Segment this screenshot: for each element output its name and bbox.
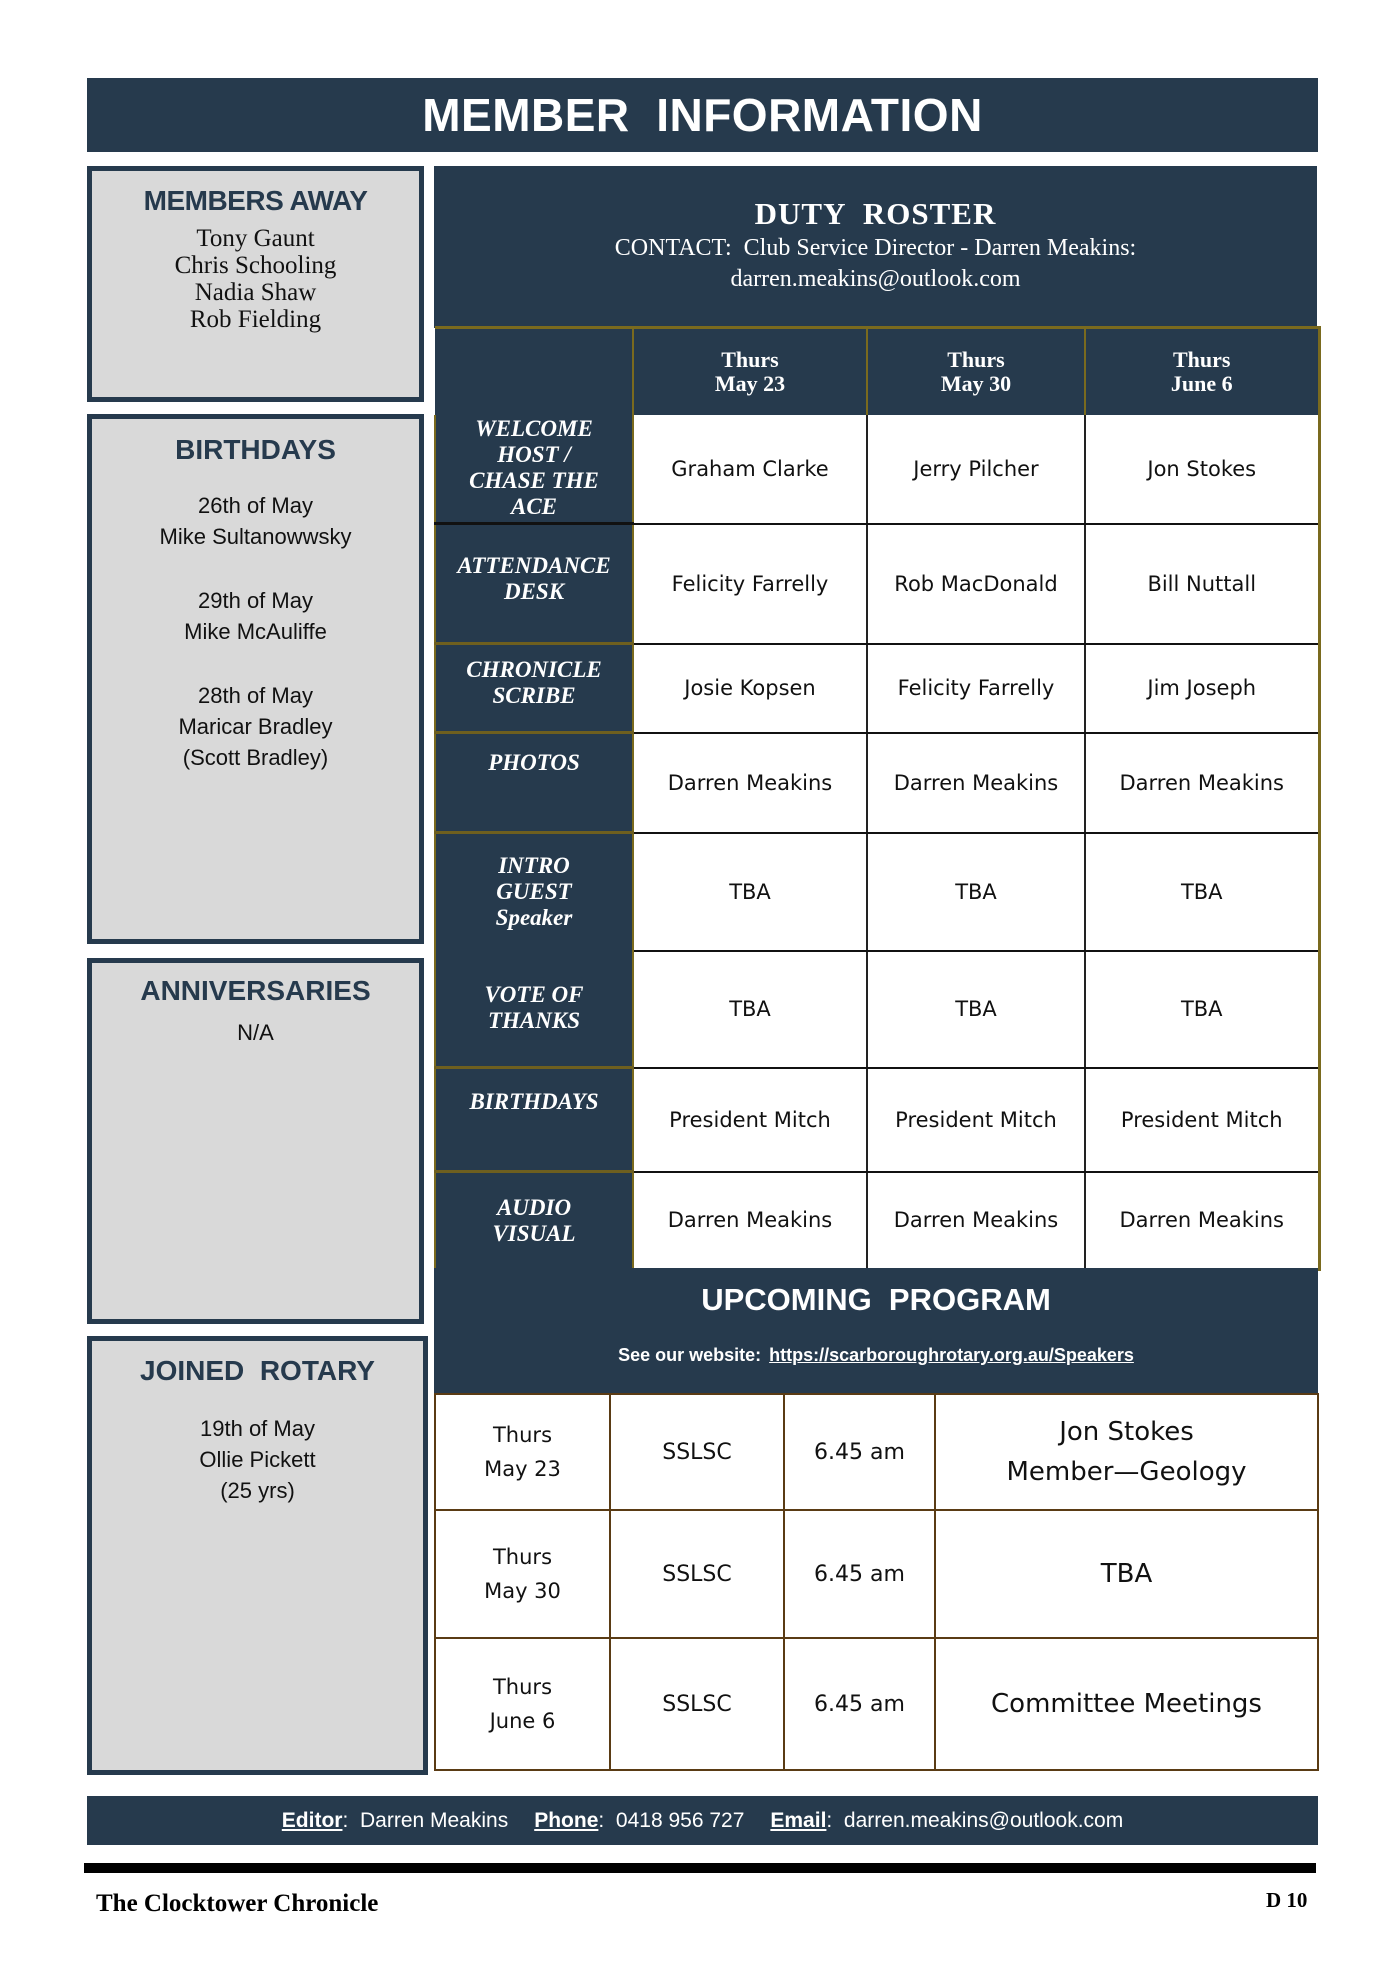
program-description <box>935 1510 1318 1638</box>
section-banner <box>87 78 1318 152</box>
program-row <box>435 1394 1318 1510</box>
role-line: VISUAL <box>492 1220 576 1246</box>
roster-row <box>435 833 1319 951</box>
program-date <box>435 1638 610 1770</box>
email-value[interactable]: darren.meakins@outlook.com <box>843 1808 1124 1832</box>
roster-header-row <box>435 328 1319 415</box>
roster-cell: TBA <box>867 833 1085 951</box>
roster-role <box>435 415 633 524</box>
program-row <box>435 1638 1318 1770</box>
roster-cell: Darren Meakins <box>867 733 1085 833</box>
role-line: PHOTOS <box>488 750 580 775</box>
roster-cell: Jerry Pilcher <box>867 415 1085 524</box>
website-link[interactable]: https://scarboroughrotary.org.au/Speakers <box>769 1345 1134 1365</box>
program-description <box>935 1394 1318 1510</box>
program-date <box>435 1510 610 1638</box>
roster-cell: Darren Meakins <box>1085 733 1319 833</box>
roster-cell: President Mitch <box>867 1068 1085 1172</box>
anniversaries-box <box>87 958 424 1324</box>
role-line: CHRONICLE <box>466 657 602 682</box>
birthday-date: 28th of May <box>198 683 313 708</box>
birthday-name: Mike McAuliffe <box>184 619 327 644</box>
header-day: Thurs <box>947 346 1005 372</box>
joined-note: (25 yrs) <box>220 1478 295 1503</box>
roster-cell: Felicity Farrelly <box>867 644 1085 733</box>
roster-row <box>435 951 1319 1068</box>
birthday-date: 26th of May <box>198 493 313 518</box>
roster-role <box>435 1172 633 1270</box>
publication-name: The Clocktower Chronicle <box>96 1890 379 1917</box>
program-date-text: June 6 <box>489 1709 556 1733</box>
roster-cell: Graham Clarke <box>633 415 867 524</box>
program-desc-line: Committee Meetings <box>991 1689 1262 1719</box>
phone-value: 0418 956 727 <box>615 1808 745 1832</box>
roster-date-header <box>1085 328 1319 415</box>
program-day: Thurs <box>492 1423 553 1447</box>
duty-roster-table <box>434 326 1321 1271</box>
role-line: BIRTHDAYS <box>469 1089 599 1114</box>
email-label: Email <box>770 1808 827 1832</box>
duty-roster-contact: CONTACT: Club Service Director - Darren Meakins: <box>614 235 1137 261</box>
website-label: See our website: <box>618 1345 762 1365</box>
roster-date-header <box>633 328 867 415</box>
roster-row <box>435 644 1319 733</box>
program-time: 6.45 am <box>784 1638 935 1770</box>
roster-cell: TBA <box>633 951 867 1068</box>
role-line: WELCOME <box>475 416 593 442</box>
roster-row <box>435 733 1319 833</box>
joined-name: Ollie Pickett <box>199 1447 316 1472</box>
roster-role <box>435 524 633 644</box>
roster-cell: Josie Kopsen <box>633 644 867 733</box>
roster-row <box>435 415 1319 524</box>
role-line: INTRO <box>498 853 570 879</box>
program-day: Thurs <box>492 1675 553 1699</box>
roster-cell: Darren Meakins <box>633 733 867 833</box>
header-date: May 30 <box>940 370 1012 396</box>
roster-cell: TBA <box>867 951 1085 1068</box>
roster-cell: Jim Joseph <box>1085 644 1319 733</box>
member-away-name: Rob Fielding <box>189 306 322 333</box>
roster-cell: President Mitch <box>1085 1068 1319 1172</box>
role-line: VOTE OF <box>484 982 584 1008</box>
roster-cell: TBA <box>1085 951 1319 1068</box>
roster-role <box>435 733 633 833</box>
member-away-name: Tony Gaunt <box>196 225 315 252</box>
duty-roster-title: DUTY ROSTER <box>754 196 997 231</box>
birthday-note: (Scott Bradley) <box>182 745 329 770</box>
members-away-box <box>87 166 424 402</box>
role-line: ATTENDANCE <box>457 553 611 578</box>
role-line: CHASE THE <box>469 468 599 494</box>
header-day: Thurs <box>1173 346 1231 372</box>
roster-cell: TBA <box>1085 833 1319 951</box>
footer-divider <box>84 1863 1316 1873</box>
program-venue: SSLSC <box>610 1510 784 1638</box>
program-desc-line: TBA <box>1100 1559 1153 1589</box>
roster-cell: Darren Meakins <box>867 1172 1085 1270</box>
roster-cell: Bill Nuttall <box>1085 524 1319 644</box>
program-desc-line: Member—Geology <box>1006 1457 1247 1487</box>
role-line: GUEST <box>496 879 572 905</box>
roster-cell: TBA <box>633 833 867 951</box>
header-date: May 23 <box>714 370 786 396</box>
program-venue: SSLSC <box>610 1638 784 1770</box>
upcoming-program-table <box>434 1393 1319 1771</box>
program-row <box>435 1510 1318 1638</box>
program-description <box>935 1638 1318 1770</box>
roster-cell: Felicity Farrelly <box>633 524 867 644</box>
upcoming-program-header <box>434 1268 1318 1394</box>
role-line: SCRIBE <box>492 683 576 708</box>
joined-rotary-title: JOINED ROTARY <box>140 1355 375 1386</box>
roster-row <box>435 524 1319 644</box>
birthday-name: Maricar Bradley <box>178 714 333 739</box>
roster-corner-cell <box>435 328 633 415</box>
role-line: DESK <box>503 579 565 604</box>
duty-roster-header <box>434 166 1317 328</box>
editor-name: Darren Meakins <box>359 1808 509 1832</box>
role-line: Speaker <box>495 905 573 931</box>
program-date <box>435 1394 610 1510</box>
roster-cell: President Mitch <box>633 1068 867 1172</box>
roster-cell: Jon Stokes <box>1085 415 1319 524</box>
roster-row <box>435 1068 1319 1172</box>
role-line: AUDIO <box>496 1194 572 1220</box>
roster-cell: Darren Meakins <box>1085 1172 1319 1270</box>
member-away-name: Nadia Shaw <box>194 279 317 306</box>
page-title: MEMBER INFORMATION <box>422 89 983 141</box>
page-number: D 10 <box>1266 1888 1308 1912</box>
phone-label: Phone <box>534 1808 599 1832</box>
role-line: ACE <box>510 494 558 520</box>
program-date-text: May 23 <box>484 1457 561 1481</box>
header-date: June 6 <box>1170 370 1233 396</box>
anniversaries-title: ANNIVERSARIES <box>140 975 371 1006</box>
birthday-name: Mike Sultanowwsky <box>159 524 352 549</box>
birthdays-title: BIRTHDAYS <box>175 434 336 465</box>
roster-role <box>435 644 633 733</box>
role-line: THANKS <box>487 1008 581 1034</box>
header-day: Thurs <box>721 346 779 372</box>
upcoming-program-title: UPCOMING PROGRAM <box>701 1282 1051 1317</box>
roster-date-header <box>867 328 1085 415</box>
members-away-title: MEMBERS AWAY <box>143 185 368 216</box>
member-away-name: Chris Schooling <box>174 252 337 279</box>
program-venue: SSLSC <box>610 1394 784 1510</box>
editor-label: Editor <box>281 1808 343 1832</box>
roster-role <box>435 1068 633 1172</box>
role-line: HOST / <box>497 442 571 468</box>
program-desc-line: Jon Stokes <box>1059 1417 1194 1447</box>
editor-contact-bar: Editor : Darren Meakins Phone : 0418 956 727 Email : darren.meakins@outlook.com <box>87 1796 1318 1845</box>
roster-cell: Rob MacDonald <box>867 524 1085 644</box>
roster-cell: Darren Meakins <box>633 1172 867 1270</box>
program-time: 6.45 am <box>784 1394 935 1510</box>
roster-role <box>435 833 633 951</box>
joined-rotary-box <box>87 1336 428 1775</box>
duty-roster-email[interactable]: darren.meakins@outlook.com <box>730 266 1021 292</box>
program-day: Thurs <box>492 1545 553 1569</box>
birthdays-box <box>87 414 424 944</box>
roster-role <box>435 951 633 1068</box>
birthday-date: 29th of May <box>198 588 313 613</box>
joined-date: 19th of May <box>200 1416 315 1441</box>
program-time: 6.45 am <box>784 1510 935 1638</box>
program-date-text: May 30 <box>484 1579 561 1603</box>
roster-row <box>435 1172 1319 1270</box>
anniversaries-value: N/A <box>237 1020 274 1045</box>
